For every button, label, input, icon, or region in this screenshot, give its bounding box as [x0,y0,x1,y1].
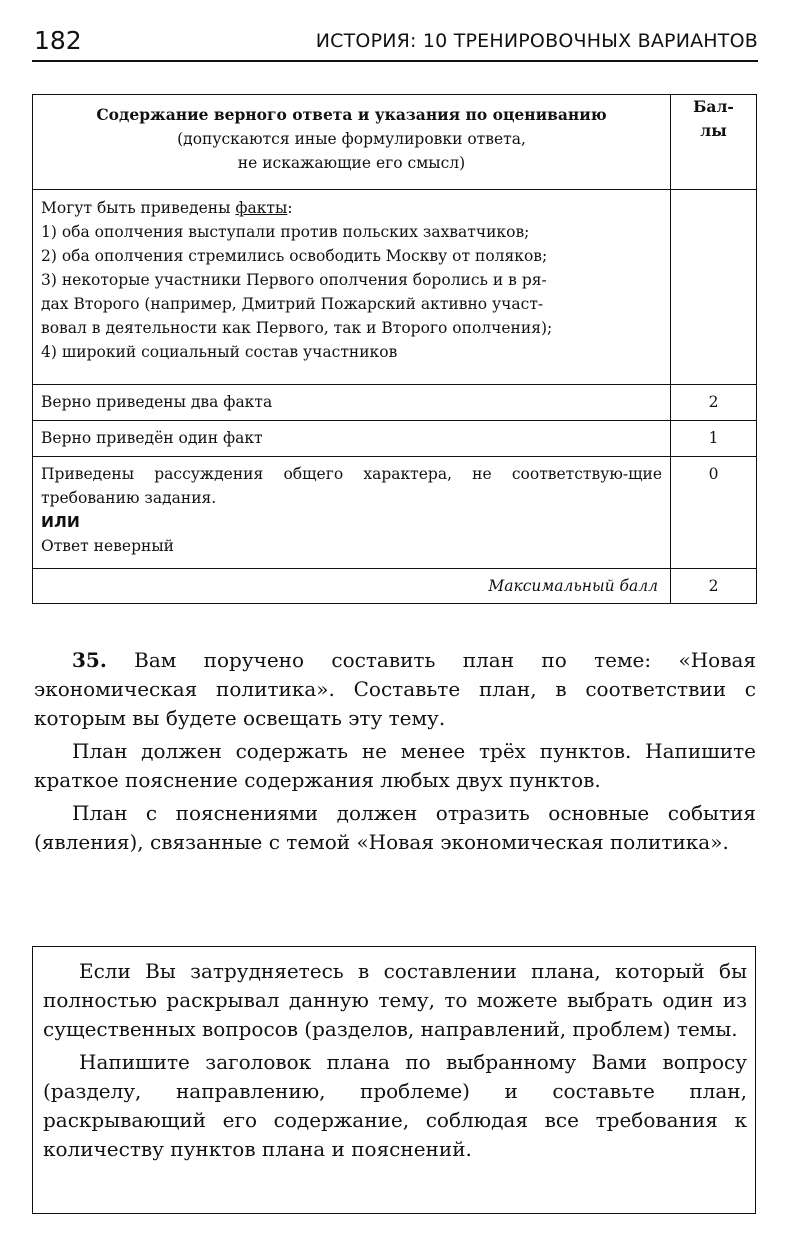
facts-score-cell [671,190,757,385]
facts-intro-text: Могут быть приведены [41,199,236,217]
header-line-2: (допускаются иные формулировки ответа, [177,130,526,148]
task-paragraph-3: План с пояснениями должен отразить основные события (явления), связанные с темой «Новая экономическая политика». [34,801,756,854]
max-score-label: Максимальный балл [33,569,671,604]
task-paragraph-2: План должен содержать не менее трёх пунктов. Напишите краткое пояснение содержания любых двух пунктов. [34,739,756,792]
zero-criterion-cell [33,457,671,569]
zero-criterion-text-2: Ответ неверный [41,537,175,555]
header-score-line-2: лы [700,121,727,140]
task-text-1: Вам поручено составить план по теме: «Новая экономическая политика». Составьте план, в соответствии с которым вы будете освещать эту тему. [34,648,756,730]
table-header-content [33,95,671,190]
table-header-row [33,95,757,190]
criterion-score: 0 [671,457,757,569]
header-line-3: не искажающие его смысл) [237,154,466,172]
or-label: ИЛИ [41,513,80,531]
facts-intro-underlined: факты [235,199,288,217]
fact-item: 3) некоторые участники Первого ополчения боролись и в ря- [41,271,547,289]
facts-row [33,190,757,385]
fact-item: дах Второго (например, Дмитрий Пожарский активно участ- [41,295,544,313]
facts-intro-end: : [287,199,293,217]
running-title: ИСТОРИЯ: 10 ТРЕНИРОВОЧНЫХ ВАРИАНТОВ [315,30,758,52]
table-row [33,421,757,457]
criterion-score: 1 [671,421,757,457]
note-box [32,946,756,1214]
fact-item: 2) оба ополчения стремились освободить Москву от поляков; [41,247,548,265]
task-paragraph-1 [34,646,756,733]
fact-item: 4) широкий социальный состав участников [41,343,398,361]
task-number: 35. [72,648,107,672]
max-score-value: 2 [671,569,757,604]
header-score-line-1: Бал- [693,97,734,116]
note-paragraph-1: Если Вы затрудняетесь в составлении плана, который бы полностью раскрывал данную тему, то можете выбрать один из существенных вопросов (разделов, направлений, проблем) темы. [43,959,747,1041]
max-score-row [33,569,757,604]
table-header-score [671,95,757,190]
zero-criterion-text: Приведены рассуждения общего характера, не соответствую-щие требованию задания. [41,465,662,507]
criterion-score: 2 [671,385,757,421]
page-number: 182 [34,26,82,55]
header-main-title: Содержание верного ответа и указания по оцениванию [96,105,607,124]
criterion-text: Верно приведён один факт [33,421,671,457]
page-header [32,18,758,62]
fact-item: 1) оба ополчения выступали против польских захватчиков; [41,223,530,241]
facts-intro [41,196,662,220]
note-paragraph-2: Напишите заголовок плана по выбранному Вами вопросу (разделу, направлению, проблеме) и составьте план, раскрывающий его содержание, соблюдая все требования к количеству пунктов плана и пояснений. [43,1050,747,1161]
facts-cell [33,190,671,385]
criterion-text: Верно приведены два факта [33,385,671,421]
task-35 [34,646,756,861]
table-row [33,385,757,421]
grading-table [32,94,757,604]
fact-item: вовал в деятельности как Первого, так и Второго ополчения); [41,319,553,337]
table-row [33,457,757,569]
